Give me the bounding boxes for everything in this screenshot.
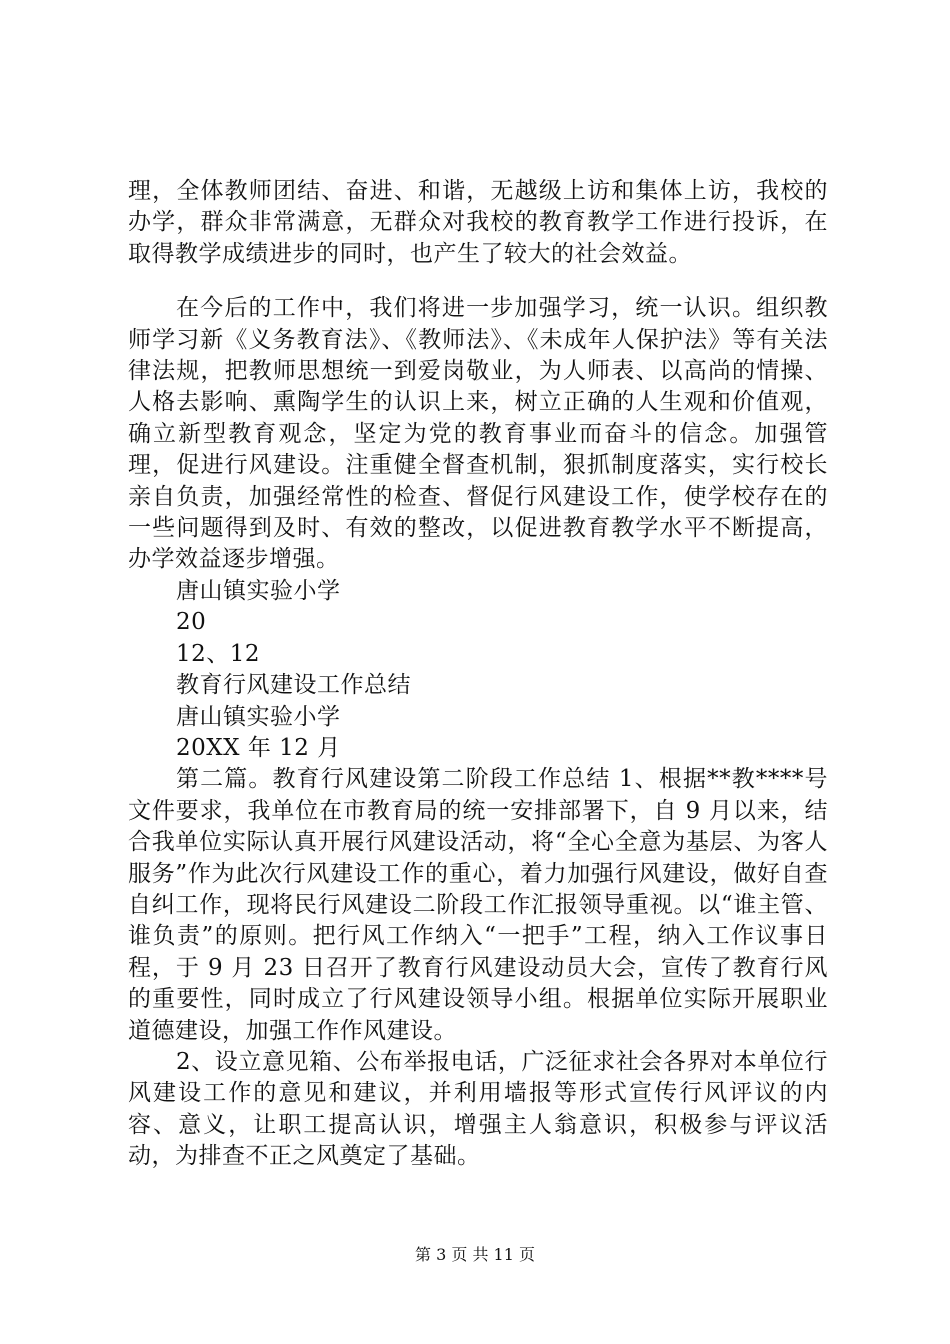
section-title: 教育行风建设工作总结 xyxy=(176,672,411,699)
document-body xyxy=(128,176,828,1173)
signature-school: 唐山镇实验小学 xyxy=(176,577,341,604)
page-footer: 第 3 页 共 11 页 xyxy=(415,1245,535,1264)
paragraph-continuation: 理，全体教师团结、奋进、和谐，无越级上访和集体上访，我校的办学，群众非常满意，无群众对我校的教育教学工作进行投诉，在取得教学成绩进步的同时，也产生了较大的社会效益。 xyxy=(128,178,828,267)
signature-date: 12、12 xyxy=(176,640,261,667)
paragraph-second-article: 第二篇。教育行风建设第二阶段工作总结 1、根据**教****号文件要求，我单位在市教育局的统一安排部署下，自 9 月以来，结合我单位实际认真开展行风建设活动，将“全心全意为基层、为客人服务”作为此次行风建设工作的重心，着力加强行风建设，做好自查自纠工作，现将民行风建设二阶段工作汇报领导重视。以“谁主管、谁负责”的原则。把行风工作纳入“一把手”工程，纳入工作议事日程，于 9 月 23 日召开了教育行风建设动员大会，宣传了教育行风的重要性，同时成立了行风建设领导小组。根据单位实际开展职业道德建设，加强工作作风建设。 xyxy=(128,766,828,1044)
paragraph-future-work: 在今后的工作中，我们将进一步加强学习，统一认识。组织教师学习新《义务教育法》、《教师法》、《未成年人保护法》等有关法律法规，把教师思想统一到爱岗敬业，为人师表、以高尚的情操、人格去影响、熏陶学生的认识上来，树立正确的人生观和价值观，确立新型教育观念，坚定为党的教育事业而奋斗的信念。加强管理，促进行风建设。注重健全督查机制，狠抓制度落实，实行校长亲自负责，加强经常性的检查、督促行风建设工作，使学校存在的一些问题得到及时、有效的整改，以促进教育教学水平不断提高，办学效益逐步增强。 xyxy=(128,295,828,573)
paragraph-item-2: 2、设立意见箱、公布举报电话，广泛征求社会各界对本单位行风建设工作的意见和建议，并利用墙报等形式宣传行风评议的内容、意义，让职工提高认识，增强主人翁意识，积极参与评议活动，为排查不正之风奠定了基础。 xyxy=(128,1048,828,1170)
signature-year: 20 xyxy=(176,609,207,636)
signature-school-2: 唐山镇实验小学 xyxy=(176,703,341,730)
signature-date-2: 20XX 年 12 月 xyxy=(176,734,341,761)
